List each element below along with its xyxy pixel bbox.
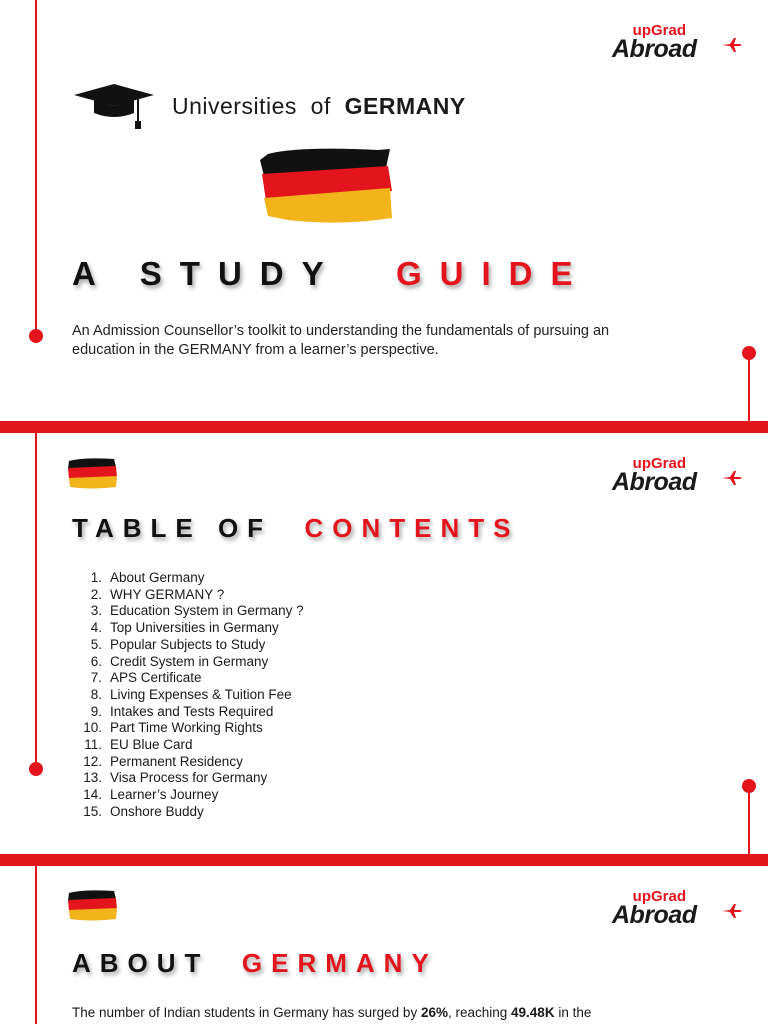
toc-item-label: Onshore Buddy xyxy=(110,803,204,819)
logo-upgrad-text: upGrad xyxy=(632,22,686,39)
heading-part1: ABOUT xyxy=(72,948,210,978)
title-universities: Universities xyxy=(172,93,297,119)
about-slide xyxy=(0,866,768,1024)
vertical-line-left xyxy=(35,433,37,763)
airplane-icon xyxy=(722,38,742,52)
heading-part2: CONTENTS xyxy=(304,513,520,543)
airplane-icon xyxy=(722,904,742,918)
about-text-3: in the xyxy=(554,1005,592,1020)
upgrad-abroad-logo xyxy=(612,22,742,62)
toc-item xyxy=(72,670,304,687)
toc-item-label: About Germany xyxy=(110,570,205,585)
toc-item xyxy=(72,637,304,654)
about-paragraph xyxy=(72,1004,712,1022)
toc-item-number: 3. xyxy=(90,603,102,619)
toc-item-number: 2. xyxy=(90,586,102,602)
logo-abroad-text: Abroad xyxy=(612,35,697,63)
toc-item-label: Popular Subjects to Study xyxy=(110,636,266,652)
toc-item-number: 4. xyxy=(90,620,102,636)
toc-item xyxy=(72,770,304,787)
graduation-cap-icon xyxy=(72,83,156,131)
toc-item xyxy=(72,754,304,771)
toc-item-label: WHY GERMANY ? xyxy=(110,586,225,602)
toc-item-label: Visa Process for Germany xyxy=(110,770,268,786)
toc-item-label: Top Universities in Germany xyxy=(110,620,279,636)
vertical-line-left xyxy=(35,866,37,1024)
cover-description: An Admission Counsellor’s toolkit to understanding the fundamentals of pursuing an education in the GERMANY from a learner’s perspective. xyxy=(72,323,610,358)
heading-part1: TABLE OF xyxy=(72,513,273,543)
toc-item xyxy=(72,737,304,754)
toc-item xyxy=(72,587,304,604)
toc-item xyxy=(72,787,304,804)
red-dot-right xyxy=(742,346,756,360)
toc-item xyxy=(72,570,304,587)
slide-divider xyxy=(0,854,768,866)
about-bold-1: 26% xyxy=(420,1005,448,1020)
vertical-line-right xyxy=(748,356,750,421)
germany-flag-icon xyxy=(66,457,118,489)
toc-item-label: Living Expenses & Tuition Fee xyxy=(110,686,292,702)
toc-list xyxy=(72,570,304,821)
toc-item-label: Learner’s Journey xyxy=(110,787,219,803)
red-dot-left xyxy=(29,329,43,343)
heading-part2: GUIDE xyxy=(395,255,591,292)
toc-item-label: APS Certificate xyxy=(110,670,202,686)
airplane-icon xyxy=(722,471,742,485)
toc-item-label: Part Time Working Rights xyxy=(110,720,263,736)
red-dot-left xyxy=(29,762,43,776)
logo-upgrad-text: upGrad xyxy=(632,888,686,905)
heading-part2: GERMANY xyxy=(241,948,438,978)
cover-title xyxy=(172,93,466,120)
toc-item-number: 11. xyxy=(84,737,102,753)
about-text-1: The number of Indian students in Germany has surged by xyxy=(72,1005,421,1020)
toc-item-number: 1. xyxy=(90,570,102,585)
toc-item-number: 13. xyxy=(83,770,102,786)
toc-item-label: Permanent Residency xyxy=(110,753,243,769)
toc-heading xyxy=(72,513,520,544)
toc-item-label: Intakes and Tests Required xyxy=(110,703,274,719)
toc-item-number: 5. xyxy=(90,636,102,652)
about-text-2: , reaching xyxy=(447,1005,512,1020)
upgrad-abroad-logo xyxy=(612,455,742,495)
logo-abroad-text: Abroad xyxy=(612,901,697,929)
toc-item xyxy=(72,720,304,737)
vertical-line-left xyxy=(35,0,37,330)
toc-item xyxy=(72,654,304,671)
red-dot-right xyxy=(742,779,756,793)
toc-item-number: 7. xyxy=(90,670,102,686)
germany-flag-icon xyxy=(258,146,394,226)
logo-abroad-text: Abroad xyxy=(612,468,697,496)
toc-item-number: 8. xyxy=(90,686,102,702)
toc-item-number: 12. xyxy=(83,753,102,769)
title-country: GERMANY xyxy=(344,93,466,119)
toc-item-label: EU Blue Card xyxy=(110,737,193,753)
toc-item xyxy=(72,603,304,620)
toc-item-label: Education System in Germany ? xyxy=(110,603,304,619)
about-bold-2: 49.48K xyxy=(511,1005,555,1020)
toc-item xyxy=(72,704,304,721)
toc-item-label: Credit System in Germany xyxy=(110,653,269,669)
toc-item-number: 9. xyxy=(90,703,102,719)
germany-flag-icon xyxy=(66,889,118,921)
toc-item xyxy=(72,804,304,821)
cover-heading xyxy=(72,255,590,293)
about-heading xyxy=(72,948,438,979)
toc-slide xyxy=(0,433,768,854)
toc-item-number: 6. xyxy=(90,653,102,669)
logo-upgrad-text: upGrad xyxy=(632,455,686,472)
toc-item xyxy=(72,687,304,704)
cover-slide xyxy=(0,0,768,421)
toc-item-number: 10. xyxy=(83,720,102,736)
toc-item xyxy=(72,620,304,637)
toc-item-number: 14. xyxy=(83,787,102,803)
upgrad-abroad-logo xyxy=(612,888,742,928)
vertical-line-right xyxy=(748,789,750,854)
heading-part1: A STUDY xyxy=(72,255,342,292)
slide-divider xyxy=(0,421,768,433)
toc-item-number: 15. xyxy=(83,803,102,819)
title-of: of xyxy=(310,93,331,119)
